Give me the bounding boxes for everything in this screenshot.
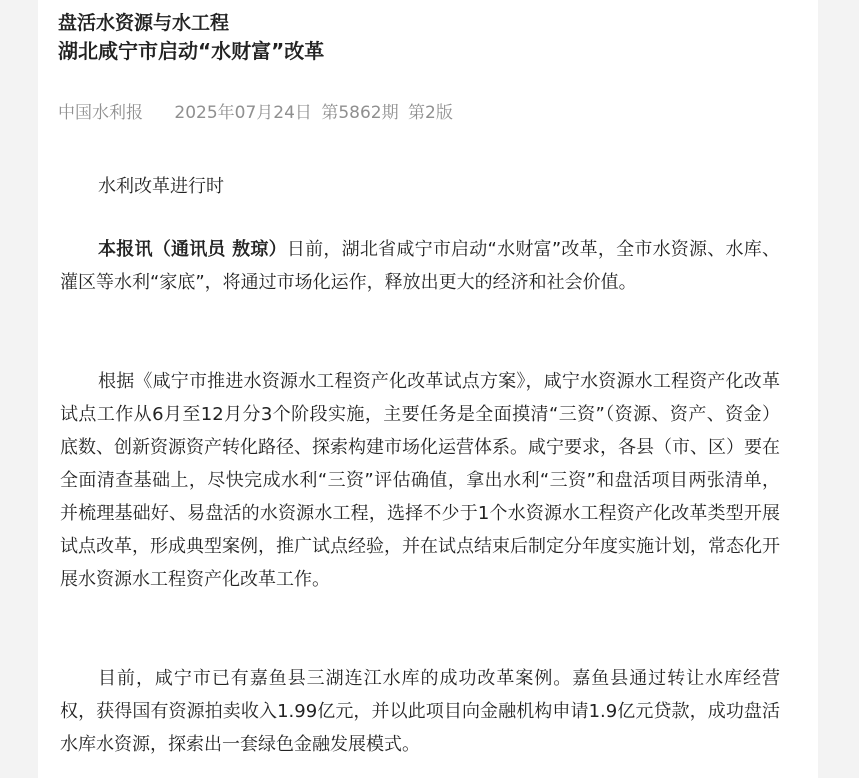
paragraph-text: 目前，咸宁市已有嘉鱼县三湖连江水库的成功改革案例。嘉鱼县通过转让水库经营权，获得国有资源拍卖收入1.99亿元，并以此项目向金融机构申请1.9亿元贷款，成功盘活水库水资源，探索出一套绿色金融发展模式。 — [60, 668, 780, 755]
body-paragraph — [60, 662, 780, 761]
paragraph-text: 日前，湖北省咸宁市启动“水财富”改革，全市水资源、水库、灌区等水利“家底”，将通过市场化运作，释放出更大的经济和社会价值。 — [60, 239, 781, 293]
publish-date: 2025年07月24日 — [174, 103, 312, 123]
byline-lead: 本报讯（通讯员 敖琼） — [98, 239, 287, 260]
page-number: 第2版 — [408, 103, 453, 123]
article-title: 湖北咸宁市启动“水财富”改革 — [58, 39, 325, 63]
issue-number: 第5862期 — [321, 103, 399, 123]
body-paragraph — [60, 233, 780, 299]
article-kicker: 盘活水资源与水工程 — [58, 12, 230, 34]
newspaper-source: 中国水利报 — [58, 103, 143, 123]
article-page — [38, 0, 818, 778]
paragraph-text: 根据《咸宁市推进水资源水工程资产化改革试点方案》，咸宁水资源水工程资产化改革试点工作从6月至12月分3个阶段实施，主要任务是全面摸清“三资”（资源、资产、资金）底数、创新资源资产转化路径、探索构建市场化运营体系。咸宁要求，各县（市、区）要在全面清查基础上，尽快完成水利“三资”评估确值，拿出水利“三资”和盘活项目两张清单，并梳理基础好、易盘活的水资源水工程，选择不少于1个水资源水工程资产化改革类型开展试点改革，形成典型案例，推广试点经验，并在试点结束后制定分年度实施计划，常态化开展水资源水工程资产化改革工作。 — [60, 371, 780, 590]
article-meta — [58, 98, 453, 123]
body-paragraph — [60, 365, 780, 596]
section-label: 水利改革进行时 — [98, 176, 224, 197]
